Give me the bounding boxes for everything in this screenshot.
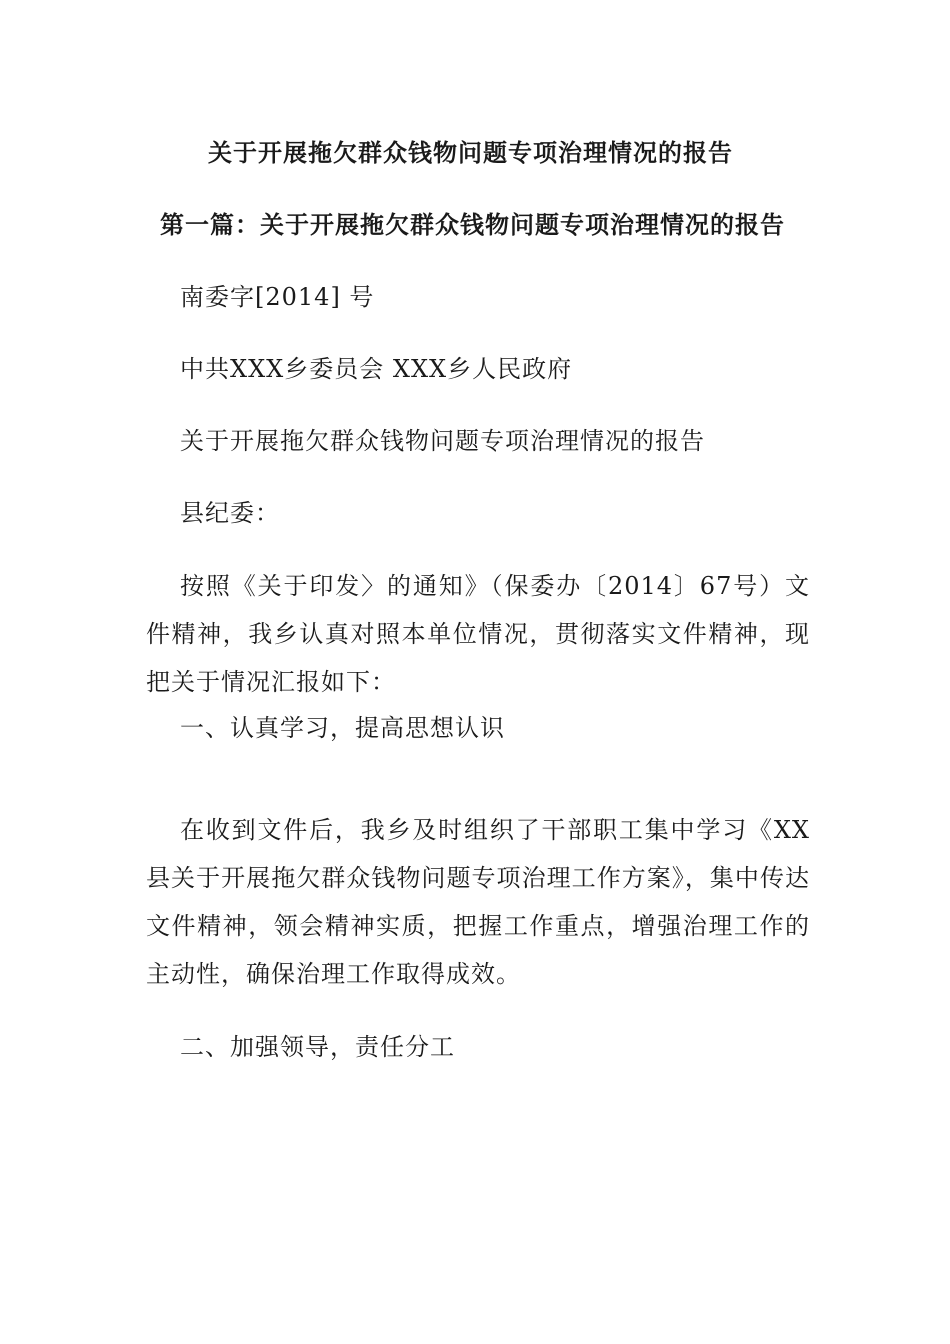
document-title: 关于开展拖欠群众钱物问题专项治理情况的报告 [208, 138, 733, 167]
body-paragraph-2: 在收到文件后，我乡及时组织了干部职工集中学习《XX县关于开展拖欠群众钱物问题专项治理工作方案》，集中传达文件精神，领会精神实质，把握工作重点，增强治理工作的主动性，确保治理工作取得成效。 [146, 816, 810, 988]
body-paragraph-1: 按照《关于印发〉的通知》（保委办〔2014〕67号）文件精神，我乡认真对照本单位情况，贯彻落实文件精神，现把关于情况汇报如下： [146, 572, 810, 696]
section-title: 第一篇：关于开展拖欠群众钱物问题专项治理情况的报告 [160, 210, 785, 239]
issuing-authority: 中共XXX乡委员会 XXX乡人民政府 [180, 355, 573, 383]
report-title: 关于开展拖欠群众钱物问题专项治理情况的报告 [180, 427, 705, 455]
section-heading-2: 二、加强领导，责任分工 [180, 1033, 455, 1061]
salutation: 县纪委： [180, 499, 280, 527]
document-number: 南委字[2014] 号 [180, 283, 375, 311]
section-heading-1: 一、认真学习，提高思想认识 [180, 714, 505, 742]
